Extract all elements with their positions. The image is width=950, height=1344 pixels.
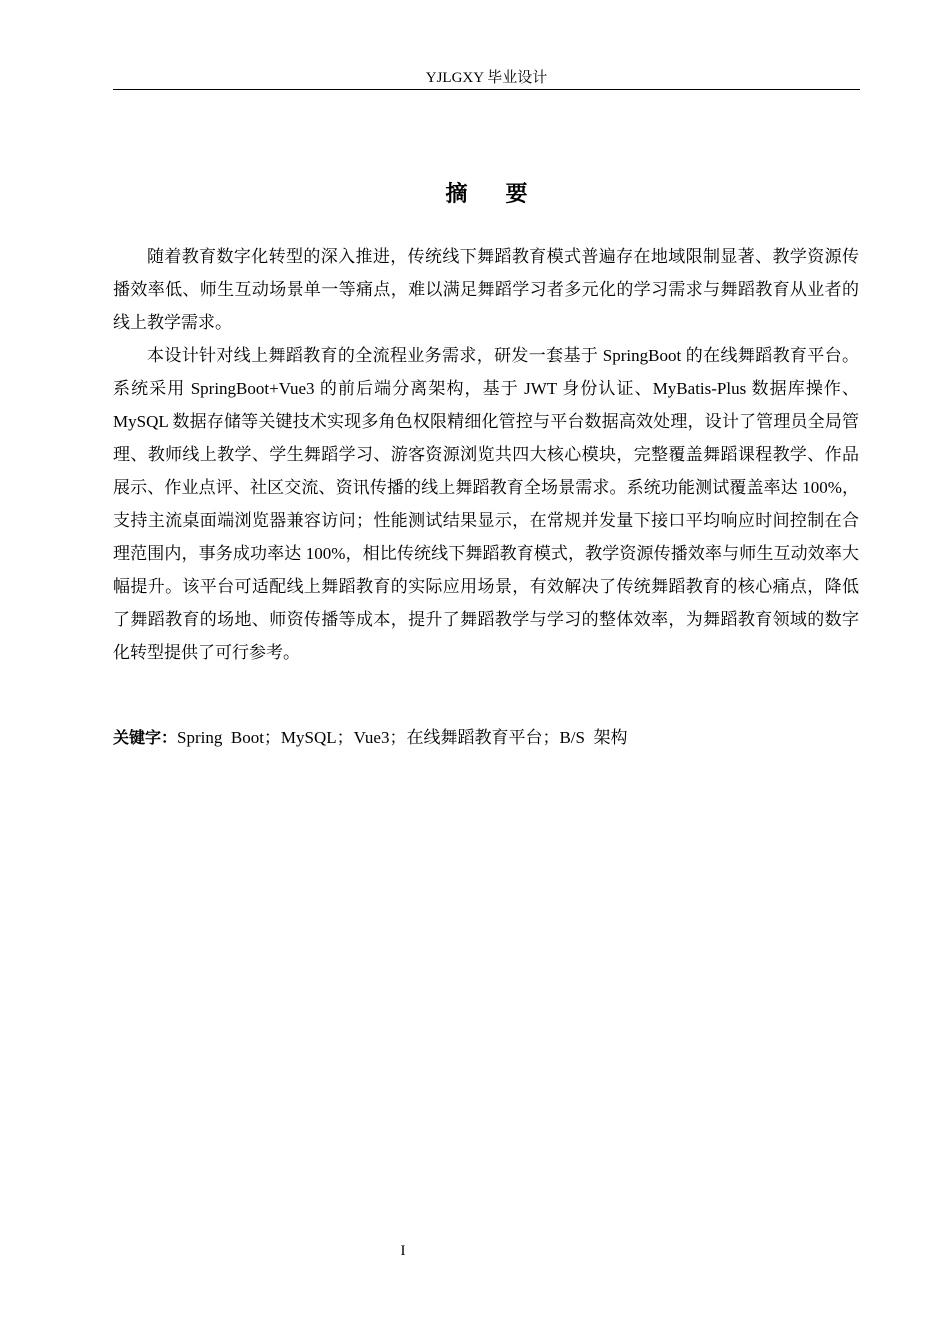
keywords-line xyxy=(113,721,859,754)
header-divider xyxy=(113,89,860,90)
abstract-paragraph-2: 本设计针对线上舞蹈教育的全流程业务需求，研发一套基于 SpringBoot 的在线舞蹈教育平台。系统采用 SpringBoot+Vue3 的前后端分离架构，基于 JWT 身份认证、MyBatis-Plus 数据库操作、MySQL 数据存储等关键技术实现多角色权限精细化管控与平台数据高效处理，设计了管理员全局管理、教师线上教学、学生舞蹈学习、游客资源浏览共四大核心模块，完整覆盖舞蹈课程教学、作品展示、作业点评、社区交流、资讯传播的线上舞蹈教育全场景需求。系统功能测试覆盖率达 100%，支持主流桌面端浏览器兼容访问；性能测试结果显示，在常规并发量下接口平均响应时间控制在合理范围内，事务成功率达 100%，相比传统线下舞蹈教育模式，教学资源传播效率与师生互动效率大幅提升。该平台可适配线上舞蹈教育的实际应用场景，有效解决了传统舞蹈教育的核心痛点，降低了舞蹈教育的场地、师资传播等成本，提升了舞蹈教学与学习的整体效率，为舞蹈教育领域的数字化转型提供了可行参考。 xyxy=(113,346,859,662)
page-number: I xyxy=(400,1243,406,1259)
abstract-title: 摘要 xyxy=(445,181,566,206)
keywords-label: 关键字： xyxy=(113,728,178,747)
abstract-paragraph-1: 随着教育数字化转型的深入推进，传统线下舞蹈教育模式普遍存在地域限制显著、教学资源传播效率低、师生互动场景单一等痛点，难以满足舞蹈学习者多元化的学习需求与舞蹈教育从业者的线上教学需求。 xyxy=(113,247,859,332)
keywords-text: Spring Boot；MySQL；Vue3；在线舞蹈教育平台；B/S 架构 xyxy=(177,728,628,747)
abstract-body xyxy=(113,240,859,669)
page-header: YJLGXY 毕业设计 xyxy=(425,70,548,86)
